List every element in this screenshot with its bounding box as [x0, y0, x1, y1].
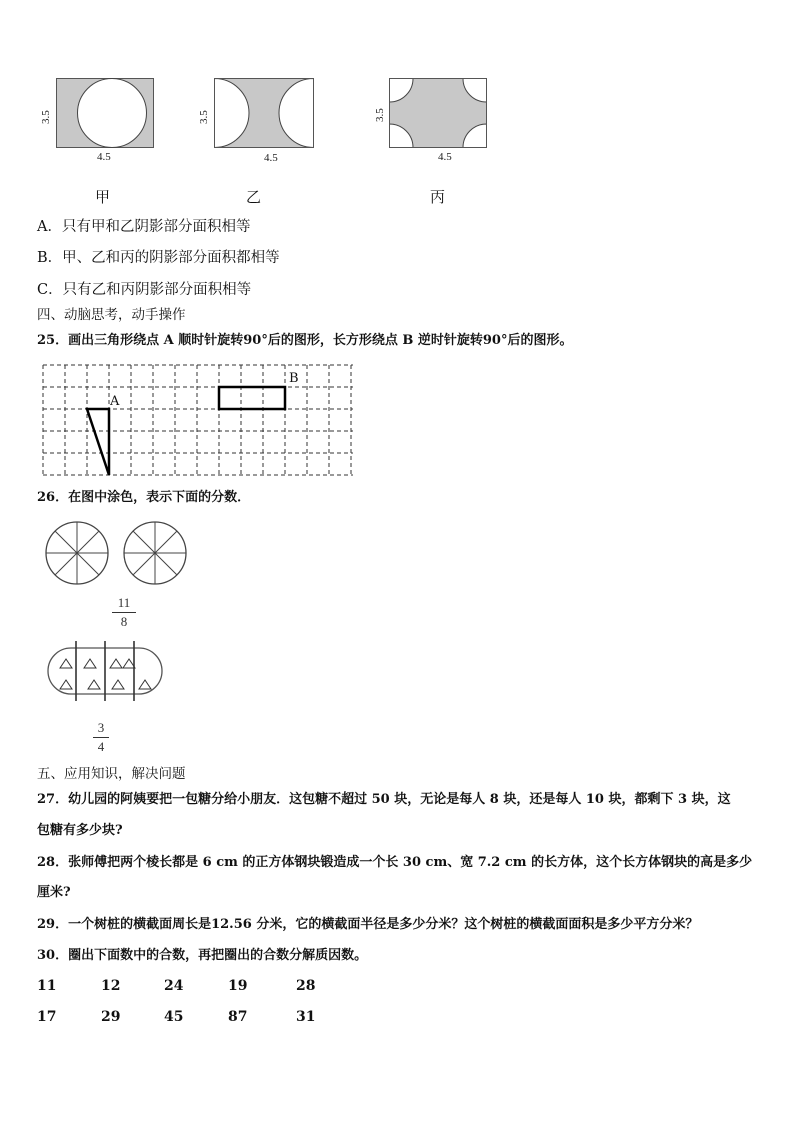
fraction-2-numerator: 3: [97, 720, 105, 735]
fraction-1-denominator: 8: [120, 614, 128, 629]
fraction-2-denominator: 4: [97, 739, 105, 754]
circle-eighths-1-drawing: [44, 520, 110, 586]
number-cell[interactable]: 29: [101, 1009, 121, 1025]
number-cell[interactable]: 28: [296, 978, 316, 994]
figure-bing: [389, 78, 487, 148]
figure-yi-drawing: [214, 78, 314, 148]
figure-jia-height: 3.5: [40, 110, 52, 124]
figure-bing-height: 3.5: [374, 108, 386, 122]
question-30-text: 30．圈出下面数中的合数，再把圈出的合数分解质因数。: [37, 948, 368, 963]
number-cell[interactable]: 24: [164, 978, 184, 994]
figure-jia-drawing: [56, 78, 154, 148]
label-bing: 丙: [430, 188, 446, 206]
rectangle-shape: [219, 387, 285, 409]
triangle-shape: [87, 409, 109, 475]
triangle-group-box[interactable]: [47, 638, 163, 704]
number-cell[interactable]: 12: [101, 978, 121, 994]
figure-jia: [56, 78, 154, 148]
figure-yi-width: 4.5: [264, 152, 278, 164]
question-27-line-2: 包糖有多少块?: [37, 823, 123, 838]
question-26-text: 26．在图中涂色，表示下面的分数．: [37, 490, 251, 505]
section-five-heading: 五、应用知识，解决问题: [37, 766, 186, 782]
question-27-line-1: 27．幼儿园的阿姨要把一包糖分给小朋友．这包糖不超过 50 块，无论是每人 8 块，还是每人 10 块，都剩下 3 块，这: [37, 792, 731, 807]
number-cell[interactable]: 45: [164, 1009, 184, 1025]
fraction-eleven-eighths: [112, 595, 136, 630]
question-25-text: 25．画出三角形绕点 A 顺时针旋转90°后的图形，长方形绕点 B 逆时针旋转90°后的图形。: [37, 333, 573, 348]
section-four-heading: 四、动脑思考，动手操作: [37, 307, 186, 323]
figure-bing-width: 4.5: [438, 151, 452, 163]
figure-jia-width: 4.5: [97, 151, 111, 163]
circle-eighths-1[interactable]: [44, 520, 110, 586]
number-cell[interactable]: 11: [37, 978, 57, 994]
fraction-1-bar: [112, 612, 136, 613]
fraction-1-numerator: 11: [117, 595, 131, 610]
question-29-text: 29．一个树桩的横截面周长是12.56 分米，它的横截面半径是多少分米？这个树桩的横截面面积是多少平方分米？: [37, 917, 699, 932]
figure-yi-height: 3.5: [198, 110, 210, 124]
circle-eighths-2-drawing: [122, 520, 188, 586]
fraction-three-quarters: [93, 720, 109, 755]
triangle-group-drawing: [47, 638, 163, 704]
rotation-grid-drawing: [40, 362, 356, 477]
fraction-2-bar: [93, 737, 109, 738]
number-cell[interactable]: 19: [228, 978, 248, 994]
option-b: B．甲、乙和丙的阴影部分面积都相等: [37, 250, 280, 266]
label-jia: 甲: [95, 188, 111, 206]
label-yi: 乙: [246, 188, 262, 206]
number-cell[interactable]: 31: [296, 1009, 316, 1025]
circle-eighths-2[interactable]: [122, 520, 188, 586]
number-cell[interactable]: 17: [37, 1009, 57, 1025]
rotation-grid: [40, 362, 356, 477]
option-a: A．只有甲和乙阴影部分面积相等: [37, 219, 251, 235]
point-b-label: B: [289, 371, 299, 386]
point-a-label: A: [110, 394, 120, 409]
question-28-line-1: 28．张师傅把两个棱长都是 6 cm 的正方体钢块锻造成一个长 30 cm、宽 7.2 cm 的长方体，这个长方体钢块的高是多少: [37, 855, 753, 870]
figure-bing-drawing: [389, 78, 487, 148]
figure-yi: [214, 78, 314, 148]
question-28-line-2: 厘米?: [37, 885, 71, 900]
option-c: C．只有乙和丙阴影部分面积相等: [37, 282, 252, 298]
number-cell[interactable]: 87: [228, 1009, 248, 1025]
